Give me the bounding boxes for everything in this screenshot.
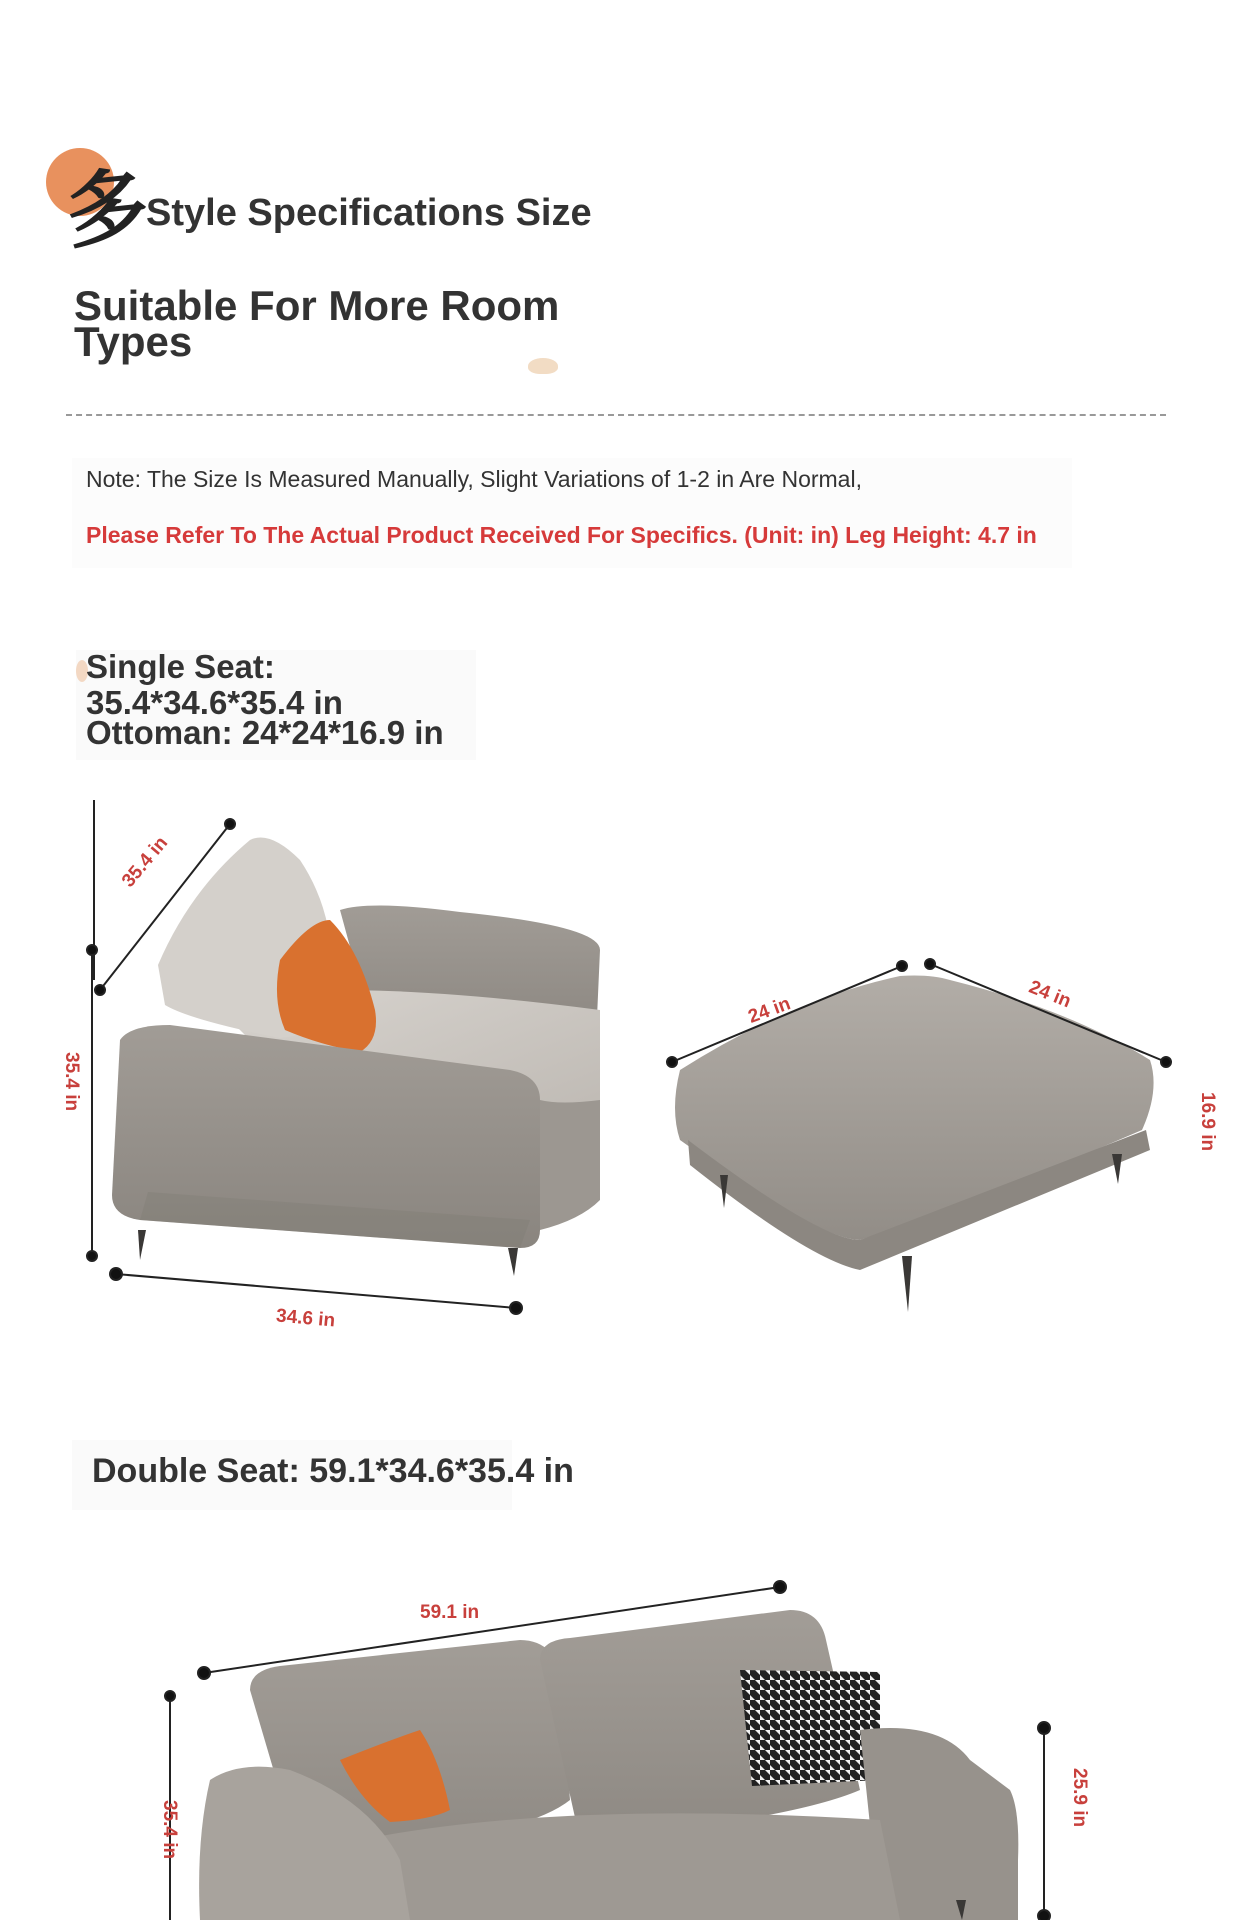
armchair-depth-label: 35.4 in <box>118 832 173 892</box>
page-title: Style Specifications Size <box>146 192 592 234</box>
decorative-glyph: 多 <box>61 156 153 262</box>
ottoman-side-b-label: 24 in <box>1025 976 1074 1013</box>
sofa-width-label: 59.1 in <box>420 1602 480 1623</box>
armchair-height-label: 35.4 in <box>61 1052 82 1112</box>
note-text: Note: The Size Is Measured Manually, Slight Variations of 1-2 in Are Normal, <box>86 466 862 492</box>
divider <box>66 414 1166 416</box>
double-seat-title: Double Seat: 59.1*34.6*35.4 in <box>92 1452 574 1490</box>
sofa-seat-height-label: 25.9 in <box>1069 1768 1090 1828</box>
ottoman-illustration <box>650 940 1240 1340</box>
ottoman-size: Ottoman: 24*24*16.9 in <box>86 714 444 751</box>
single-seat-size: 35.4*34.6*35.4 in <box>86 684 343 721</box>
single-seat-label: Single Seat: <box>86 648 275 685</box>
ottoman-height-label: 16.9 in <box>1197 1092 1218 1152</box>
sofa-illustration <box>140 1560 1140 1920</box>
note-highlight: Please Refer To The Actual Product Received For Specifics. (Unit: in) Leg Height: 4.7 in <box>86 522 1037 548</box>
sofa-height-label: 35.4 in <box>159 1800 180 1860</box>
ottoman-side-a-label: 24 in <box>745 993 794 1028</box>
armchair-width-label: 34.6 in <box>275 1305 337 1332</box>
decorative-leaf <box>528 358 558 374</box>
page-subtitle: Suitable For More Room Types <box>74 282 560 365</box>
